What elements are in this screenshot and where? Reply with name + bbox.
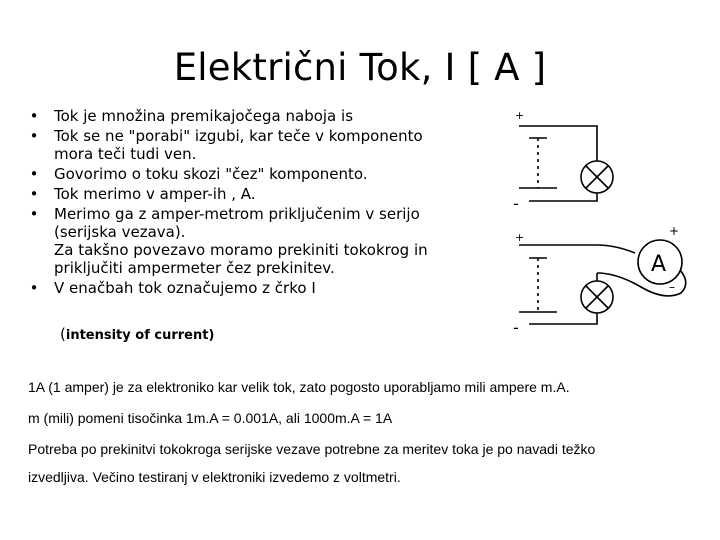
bullet-dot-icon: • — [29, 205, 39, 223]
paragraph: m (mili) pomeni tisočinka 1m.A = 0.001A, ali 1000m.A = 1A — [28, 410, 393, 426]
bullet-dot-icon: • — [29, 107, 39, 125]
paragraph: Potreba po prekinitvi tokokroga serijske vezave potrebne za meritev toka je po navadi težko — [28, 441, 596, 457]
bullet-text: Tok se ne "porabi" izgubi, kar teče v komponento — [54, 127, 423, 145]
top-minus-label: - — [513, 194, 519, 213]
bullet-item — [28, 127, 478, 163]
bullet-dot-icon: • — [29, 185, 39, 203]
wire — [557, 245, 635, 253]
bottom-plus-label: + — [515, 231, 525, 244]
wire — [547, 193, 597, 201]
bullet-text: V enačbah tok označujemo z črko I — [54, 279, 316, 297]
ammeter-minus-label: – — [669, 280, 675, 294]
top-plus-label: + — [515, 109, 525, 122]
bottom-minus-label: - — [513, 318, 519, 337]
bullet-text: Tok merimo v amper-ih , A. — [54, 185, 256, 203]
circuit-diagram — [505, 105, 700, 345]
ammeter-label: A — [651, 252, 667, 277]
ammeter-plus-label: + — [669, 224, 680, 238]
note-text — [60, 326, 214, 344]
bullet-item — [28, 279, 478, 297]
bullet-list — [28, 107, 478, 299]
bullet-text: Tok je množina premikajočega naboja is — [54, 107, 354, 125]
note-body: intensity of current) — [65, 328, 215, 343]
bullet-text: mora teči tudi ven. — [54, 145, 197, 163]
paragraph: izvedljiva. Večino testiranj v elektroniki izvedemo z voltmetri. — [28, 469, 401, 485]
bullet-item — [28, 107, 478, 125]
bullet-item — [28, 165, 478, 183]
wire — [557, 126, 597, 161]
wire — [547, 313, 597, 324]
bullet-dot-icon: • — [29, 165, 39, 183]
paragraph: 1A (1 amper) je za elektroniko kar velik tok, zato pogosto uporabljamo mili ampere m.A. — [28, 379, 570, 395]
bullet-text: Za takšno povezavo moramo prekiniti tokokrog in — [54, 241, 428, 259]
bullet-item — [28, 185, 478, 203]
slide-title: Električni Tok, I [ A ] — [173, 46, 547, 89]
note-paren: ( — [60, 325, 66, 343]
bullet-text: Govorimo o toku skozi "čez" komponento. — [54, 165, 368, 183]
bullet-text: priključiti ampermeter čez prekinitev. — [54, 259, 335, 277]
bullet-dot-icon: • — [29, 279, 39, 297]
bullet-text: Merimo ga z amper-metrom priključenim v serijo — [54, 205, 420, 223]
bullet-dot-icon: • — [29, 127, 39, 145]
bullet-text: (serijska vezava). — [54, 223, 186, 241]
bullet-item — [28, 205, 478, 277]
